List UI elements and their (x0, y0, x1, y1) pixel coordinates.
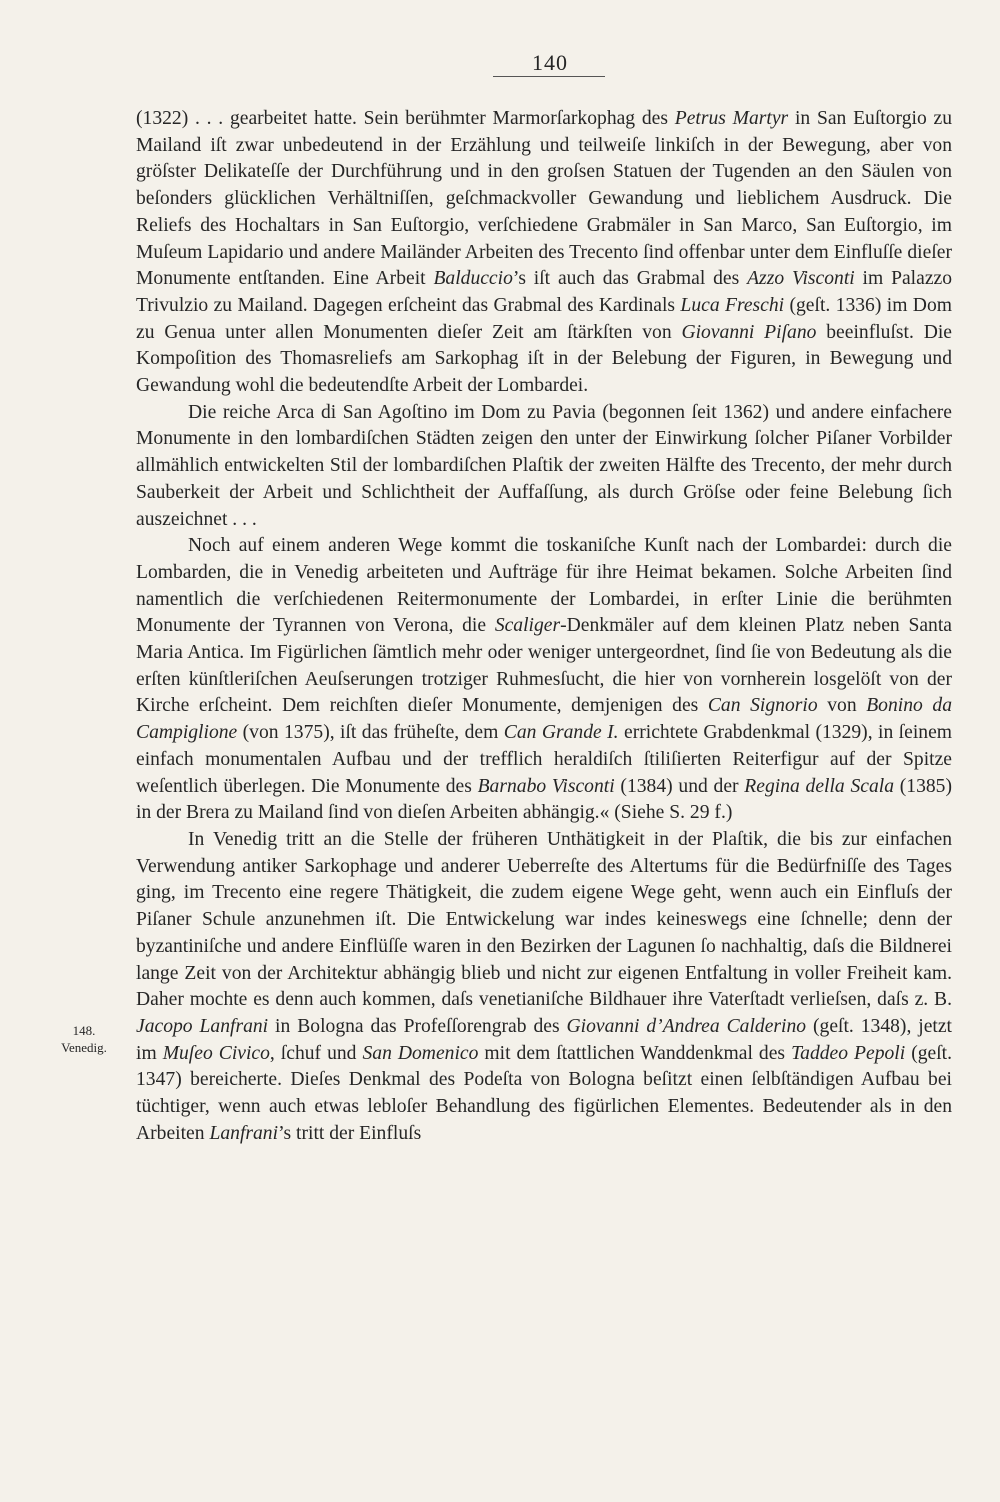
italic-name: Luca Freschi (680, 294, 785, 316)
italic-name: Regina della Scala (744, 775, 894, 797)
text-run: ’s tritt der Einfluſs (278, 1122, 422, 1144)
text-run: Noch auf einem anderen Wege kommt die toskaniſche Kunſt nach der Lombardei: durch die Lombarden, die in Venedig arbeiteten und Aufträge für ihre Heimat bekamen. Solche Arbeiten ſind namentlich die verſchiedenen Reitermonumente der Lombardei, in erſter Linie die berühmten Monumente der Tyrannen von Verona, die (136, 535, 952, 637)
text-run: (von 1375), iſt das früheſte, dem (237, 722, 504, 744)
body-text (136, 106, 952, 1147)
margin-note (40, 1022, 128, 1056)
italic-name: Petrus Martyr (674, 108, 789, 129)
italic-name: Lanfrani (209, 1122, 279, 1144)
italic-name: Can Signorio (707, 695, 818, 717)
text-run: (1322) . . . gearbeitet hatte. Sein berühmter Marmorſarkophag des (136, 108, 675, 129)
text-run: Die reiche Arca di San Agoſtino im Dom zu Pavia (begonnen ſeit 1362) und andere einfachere Monumente in den lombardiſchen Städten zeigen den unter der Einwirkung ſolcher Piſaner Vorbilder allmählich entwickelten Stil der lombardiſchen Plaſtik der zweiten Hälfte des Trecento, der mehr durch Sauberkeit der Arbeit und Schlichtheit der Auffaſſung, als durch Gröſse oder feine Belebung ſich auszeichnet . . . (136, 401, 952, 530)
italic-name: Jacopo Lanfrani (136, 1015, 269, 1037)
text-run: (geſt. 1348), jetzt im (136, 1015, 952, 1064)
text-run: (geſt. 1347) bereicherte. Dieſes Denkmal des Podeſta von Bologna beſitzt einen ſelbſtändigen Aufbau bei tüchtiger, wenn auch etwas lebloſer Behandlung des figürlichen Elementes. Bedeutender als in den Arbeiten (136, 1042, 953, 1144)
paragraph-1 (136, 106, 952, 400)
paragraph-3 (136, 533, 952, 827)
italic-name: Bonino da Campiglione (136, 695, 953, 744)
italic-name: Scaliger (494, 615, 561, 637)
text-run: mit dem ſtattlichen Wanddenkmal des (478, 1042, 792, 1064)
italic-name: San Domenico (362, 1042, 479, 1064)
italic-name: Balduccio (433, 268, 513, 290)
text-run: -Denkmäler auf dem kleinen Platz neben Santa Maria Antica. Im Figürlichen ſämtlich mehr oder weniger untergeordnet, ſind ſie von Bedeutung als die erſten künſtleriſchen Aeuſserungen trotziger Ruhmesſucht, die hier von vornherein losgelöſt von der Kirche erſcheint. Dem reichſten dieſer Monumente, demjenigen des (136, 615, 952, 717)
text-run: In Venedig tritt an die Stelle der früheren Unthätigkeit in der Plaſtik, die bis zur einfachen Verwendung antiker Sarkophage und anderer Ueberreſte des Altertums für die Bedürfniſſe des Tages ging, im Trecento eine regere Thätigkeit, die zudem eigene Wege geht, wenn auch ein Einfluſs der Piſaner Schule anzunehmen iſt. Die Entwickelung war indes keineswegs eine ſchnelle; denn der byzantiniſche und andere Einflüſſe waren in den Bezirken der Lagunen ſo nachhaltig, daſs die Bildnerei lange Zeit von der Architektur abhängig blieb und nicht zur eigenen Entfaltung in voller Freiheit kam. Daher mochte es denn auch kommen, daſs venetianiſche Bildhauer ihre Vaterſtadt verlieſsen, daſs z. B. (136, 828, 952, 1011)
italic-name: Can Grande I. (503, 722, 619, 744)
italic-name: Giovanni Piſano (681, 321, 817, 343)
italic-name: Barnabo Visconti (477, 775, 615, 797)
text-run: errichtete Grabdenkmal (1329), in ſeinem einfach monumentalen Aufbau und der trefflich heraldiſch ſtiliſierten Reiterfigur auf der Spitze weſentlich überlegen. Die Monumente des (136, 722, 953, 797)
text-run: (1384) und der (614, 775, 745, 797)
text-run: (geſt. 1336) im Dom zu Genua unter allen Monumenten dieſer Zeit am ſtärkſten von (136, 294, 952, 343)
italic-name: Muſeo Civico (162, 1042, 270, 1064)
page-number: 140 (532, 50, 568, 75)
text-run: , ſchuf und (269, 1042, 363, 1064)
text-run: ’s iſt auch das Grabmal des (512, 268, 748, 290)
italic-name: Azzo Visconti (747, 268, 855, 290)
text-run: in Bologna das Profeſſorengrab des (268, 1015, 567, 1037)
paragraph-2 (136, 400, 952, 534)
text-run: von (817, 695, 867, 717)
margin-note-number: 148. (72, 1023, 96, 1038)
text-run: im Palazzo Trivulzio zu Mailand. Dagegen erſcheint das Grabmal des Kardinals (136, 268, 953, 316)
text-run: in San Euſtorgio zu Mailand iſt zwar unbedeutend in der Erzählung und teilweiſe linkiſch in der Bewegung, aber von gröſster Delikateſſe der Durchführung und in den groſsen Statuen der Tugenden an den Säulen von beſonders glücklichen Verhältniſſen, geſchmackvoller Gewandung und lieblichem Ausdruck. Die Reliefs des Hochaltars in San Euſtorgio, verſchiedene Grabmäler in San Marco, San Euſtorgio, im Muſeum Lapidario und andere Mailänder Arbeiten des Trecento ſind offenbar unter dem Einfluſſe dieſer Monumente entſtanden. Eine Arbeit (136, 108, 952, 290)
text-run: (1385) in der Brera zu Mailand ſind von dieſen Arbeiten abhängig.« (Siehe S. 29 f.) (136, 775, 952, 824)
margin-note-label: Venedig. (61, 1040, 107, 1055)
paragraph-4 (136, 827, 952, 1147)
text-run: beeinfluſst. Die Kompoſition des Thomasreliefs am Sarkophag iſt in der Belebung der Figuren, in Bewegung und Gewandung wohl die bedeutendſte Arbeit der Lombardei. (136, 321, 952, 397)
page-number-rule (493, 76, 605, 77)
italic-name: Taddeo Pepoli (791, 1042, 906, 1064)
italic-name: Giovanni d’Andrea Calderino (566, 1015, 807, 1037)
